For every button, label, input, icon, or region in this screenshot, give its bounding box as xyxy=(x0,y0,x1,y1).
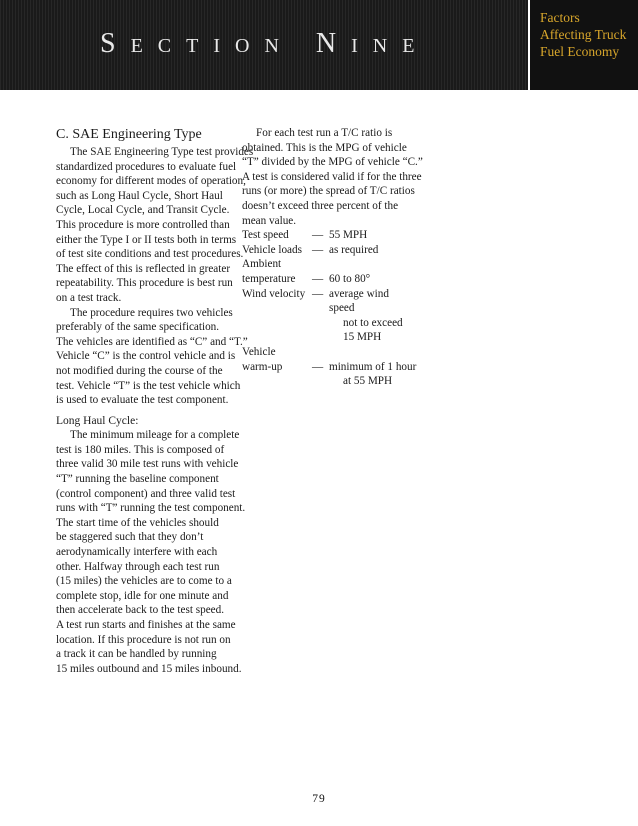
text-line: preferably of the same specification. xyxy=(56,321,220,334)
spec-dash: — xyxy=(312,229,324,242)
text-line: location. If this procedure is not run on xyxy=(56,633,231,646)
text-line: a track it can be handled by running xyxy=(56,648,217,661)
text-line: This procedure is more controlled than xyxy=(56,218,230,231)
text-line: on a test track. xyxy=(56,291,122,304)
spec-row xyxy=(242,257,417,272)
tab-line: Fuel Economy xyxy=(540,44,620,59)
text-line: For each test run a T/C ratio is xyxy=(256,127,393,139)
text-line: complete stop, idle for one minute and xyxy=(56,589,229,602)
spec-row xyxy=(242,287,417,345)
spec-value-line: at 55 MPH xyxy=(343,375,393,388)
tab-line: Affecting Truck xyxy=(540,27,627,42)
body-paragraph-vehicles xyxy=(56,306,248,408)
spec-value xyxy=(326,257,417,272)
spec-value xyxy=(326,228,417,243)
chapter-tab-text xyxy=(540,9,626,60)
spec-dash: — xyxy=(312,243,324,256)
left-column xyxy=(56,126,254,676)
text-line: three valid 30 mile test runs with vehicle xyxy=(56,458,239,471)
section-header-band xyxy=(0,0,528,90)
text-line: A test run starts and finishes at the same xyxy=(56,619,236,631)
spec-value xyxy=(326,287,417,345)
spec-label: Ambient xyxy=(242,258,282,271)
spec-value-line: not to exceed xyxy=(343,316,403,329)
spec-value-line: 15 MPH xyxy=(343,331,382,344)
spec-value-line: average wind speed xyxy=(329,287,389,315)
spec-label: Wind velocity xyxy=(242,287,306,300)
text-line: “T” running the baseline component xyxy=(56,473,219,486)
text-line: A test is considered valid if for the three xyxy=(242,170,422,183)
text-line: economy for different modes of operation, xyxy=(56,175,246,188)
spec-label: Vehicle xyxy=(242,345,276,358)
text-line: doesn’t exceed three percent of the xyxy=(242,199,399,212)
text-line: test is 180 miles. This is composed of xyxy=(56,443,225,456)
spec-value xyxy=(326,345,417,360)
spec-value-line: minimum of 1 hour xyxy=(329,360,417,373)
text-line: runs (or more) the spread of T/C ratios xyxy=(242,185,415,198)
spec-label: temperature xyxy=(242,272,296,285)
text-line: (15 miles) the vehicles are to come to a xyxy=(56,575,232,588)
text-line: be staggered such that they don’t xyxy=(56,531,204,544)
spec-row xyxy=(242,345,417,360)
spec-value-line: as required xyxy=(329,243,379,256)
spec-value xyxy=(326,360,417,389)
spec-row xyxy=(242,360,417,389)
text-line: test. Vehicle “T” is the test vehicle which xyxy=(56,379,241,392)
right-column xyxy=(242,126,423,389)
text-line: aerodynamically interfere with each xyxy=(56,546,218,559)
text-line: Cycle, Local Cycle, and Transit Cycle. xyxy=(56,204,230,217)
body-paragraph-ratio xyxy=(242,126,423,228)
spec-value-line xyxy=(329,257,417,272)
spec-row xyxy=(242,228,417,243)
spec-value-line xyxy=(329,345,417,360)
text-line: mean value. xyxy=(242,214,297,227)
chapter-tab xyxy=(528,0,638,90)
body-paragraph-long-haul xyxy=(56,428,246,676)
text-line: such as Long Haul Cycle, Short Haul xyxy=(56,189,223,202)
spec-dash: — xyxy=(312,287,324,300)
text-line: (control component) and three valid test xyxy=(56,487,236,500)
section-title: Section Nine xyxy=(100,28,430,59)
spec-label: warm-up xyxy=(242,360,283,373)
text-line: either the Type I or II tests both in terms xyxy=(56,233,237,246)
spec-label: Test speed xyxy=(242,229,289,242)
text-line: is used to evaluate the test component. xyxy=(56,394,229,407)
section-heading: C. SAE Engineering Type xyxy=(56,127,202,142)
text-line: The procedure requires two vehicles xyxy=(70,306,233,319)
spec-value-line: 55 MPH xyxy=(329,229,368,242)
text-line: repeatability. This procedure is best run xyxy=(56,277,233,290)
spec-value-line: 60 to 80° xyxy=(329,272,371,285)
text-line: then accelerate back to the test speed. xyxy=(56,604,225,617)
text-line: The effect of this is reflected in greater xyxy=(56,262,231,275)
text-line: of test site conditions and test procedures. xyxy=(56,248,244,261)
spec-dash xyxy=(312,257,326,272)
text-line: other. Halfway through each test run xyxy=(56,560,220,573)
spec-value xyxy=(326,243,417,258)
text-line: not modified during the course of the xyxy=(56,364,223,377)
text-line: obtained. This is the MPG of vehicle xyxy=(242,141,407,154)
spec-label: Vehicle loads xyxy=(242,243,302,256)
text-line: The SAE Engineering Type test provides xyxy=(70,146,254,158)
text-line: 15 miles outbound and 15 miles inbound. xyxy=(56,662,242,675)
text-line: The vehicles are identified as “C” and “T.” xyxy=(56,335,248,348)
page-number: 79 xyxy=(312,793,326,805)
spec-dash: — xyxy=(312,272,324,285)
text-line: Vehicle “C” is the control vehicle and is xyxy=(56,350,236,363)
spec-row xyxy=(242,243,417,258)
text-line: runs with “T” running the test component. xyxy=(56,502,246,515)
test-spec-list xyxy=(242,228,417,389)
text-line: “T” divided by the MPG of vehicle “C.” xyxy=(242,156,423,169)
spec-value xyxy=(326,272,417,287)
spec-dash: — xyxy=(312,360,324,373)
subheading-long-haul: Long Haul Cycle: xyxy=(56,414,139,427)
text-line: The minimum mileage for a complete xyxy=(70,429,240,442)
body-paragraph-intro xyxy=(56,145,254,306)
text-line: The start time of the vehicles should xyxy=(56,516,219,529)
spec-dash xyxy=(312,345,326,360)
text-line: standardized procedures to evaluate fuel xyxy=(56,160,237,173)
spec-row xyxy=(242,272,417,287)
tab-line: Factors xyxy=(540,10,580,25)
